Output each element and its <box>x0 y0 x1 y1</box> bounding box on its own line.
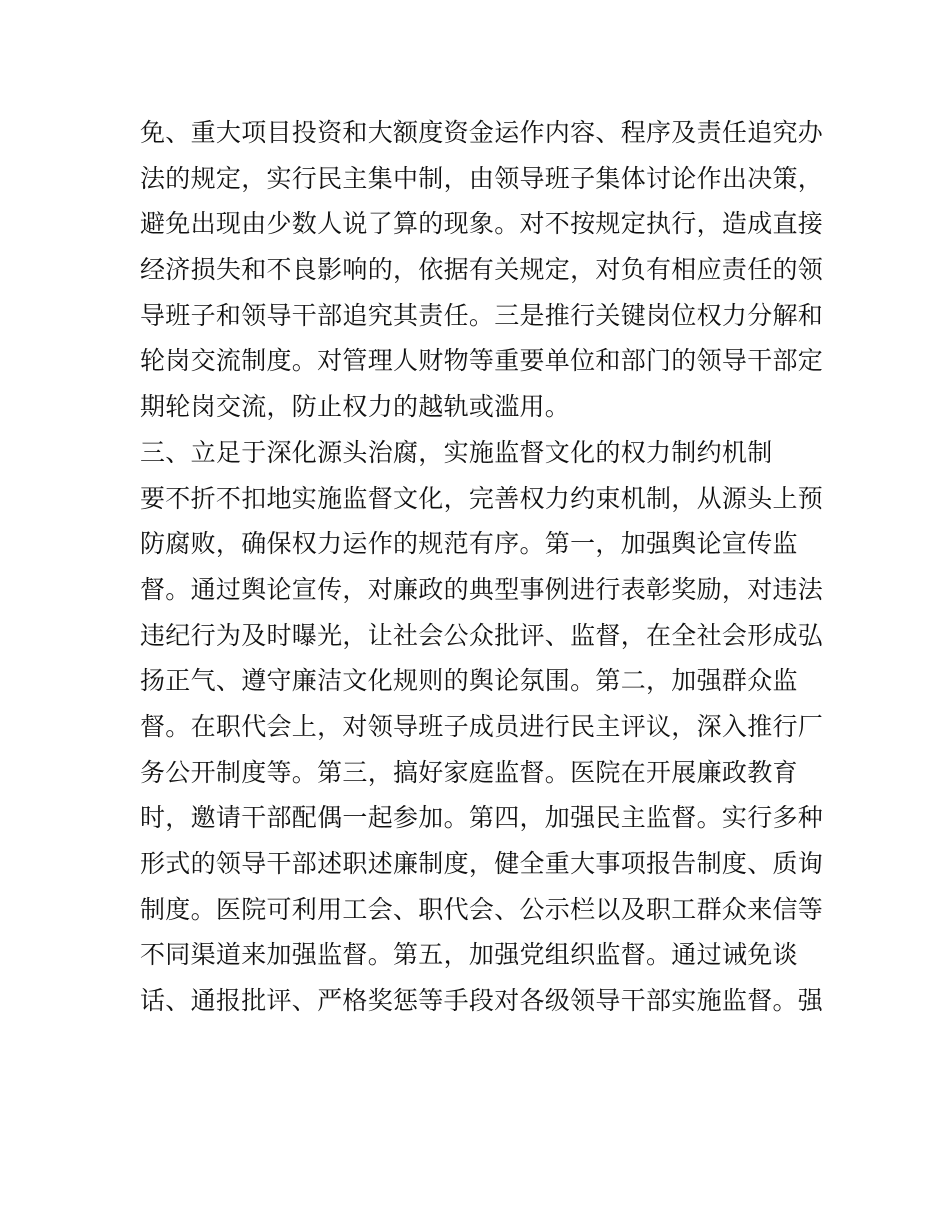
text-line: 时，邀请干部配偶一起参加。第四，加强民主监督。实行多种 <box>140 803 824 833</box>
text-line: 法的规定，实行民主集中制，由领导班子集体讨论作出决策， <box>140 163 824 193</box>
text-line: 务公开制度等。第三，搞好家庭监督。医院在开展廉政教育 <box>140 757 798 787</box>
text-line: 防腐败，确保权力运作的规范有序。第一，加强舆论宣传监 <box>140 529 798 559</box>
text-line: 形式的领导干部述职述廉制度，健全重大事项报告制度、质询 <box>140 849 824 878</box>
text-line: 违纪行为及时曝光，让社会公众批评、监督，在全社会形成弘 <box>140 620 824 650</box>
text-line: 要不折不扣地实施监督文化，完善权力约束机制，从源头上预 <box>140 483 824 513</box>
text-line: 导班子和领导干部追究其责任。三是推行关键岗位权力分解和 <box>140 300 824 330</box>
text-line: 制度。医院可利用工会、职代会、公示栏以及职工群众来信等 <box>140 894 824 924</box>
text-line: 期轮岗交流，防止权力的越轨或滥用。 <box>140 392 571 422</box>
text-line: 扬正气、遵守廉洁文化规则的舆论氛围。第二，加强群众监 <box>140 666 798 696</box>
text-line: 督。通过舆论宣传，对廉政的典型事例进行表彰奖励，对违法 <box>140 574 824 604</box>
text-line: 免、重大项目投资和大额度资金运作内容、程序及责任追究办 <box>140 118 824 147</box>
text-line: 避免出现由少数人说了算的现象。对不按规定执行，造成直接 <box>140 209 824 239</box>
document-body <box>140 110 824 1024</box>
text-line: 经济损失和不良影响的，依据有关规定，对负有相应责任的领 <box>140 255 824 285</box>
text-line: 话、通报批评、严格奖惩等手段对各级领导干部实施监督。强 <box>140 986 824 1016</box>
text-line: 不同渠道来加强监督。第五，加强党组织监督。通过诫免谈 <box>140 940 798 970</box>
text-line: 督。在职代会上，对领导班子成员进行民主评议，深入推行厂 <box>140 711 824 741</box>
section-heading: 三、立足于深化源头治腐，实施监督文化的权力制约机制 <box>140 437 773 467</box>
text-line: 轮岗交流制度。对管理人财物等重要单位和部门的领导干部定 <box>140 346 824 376</box>
